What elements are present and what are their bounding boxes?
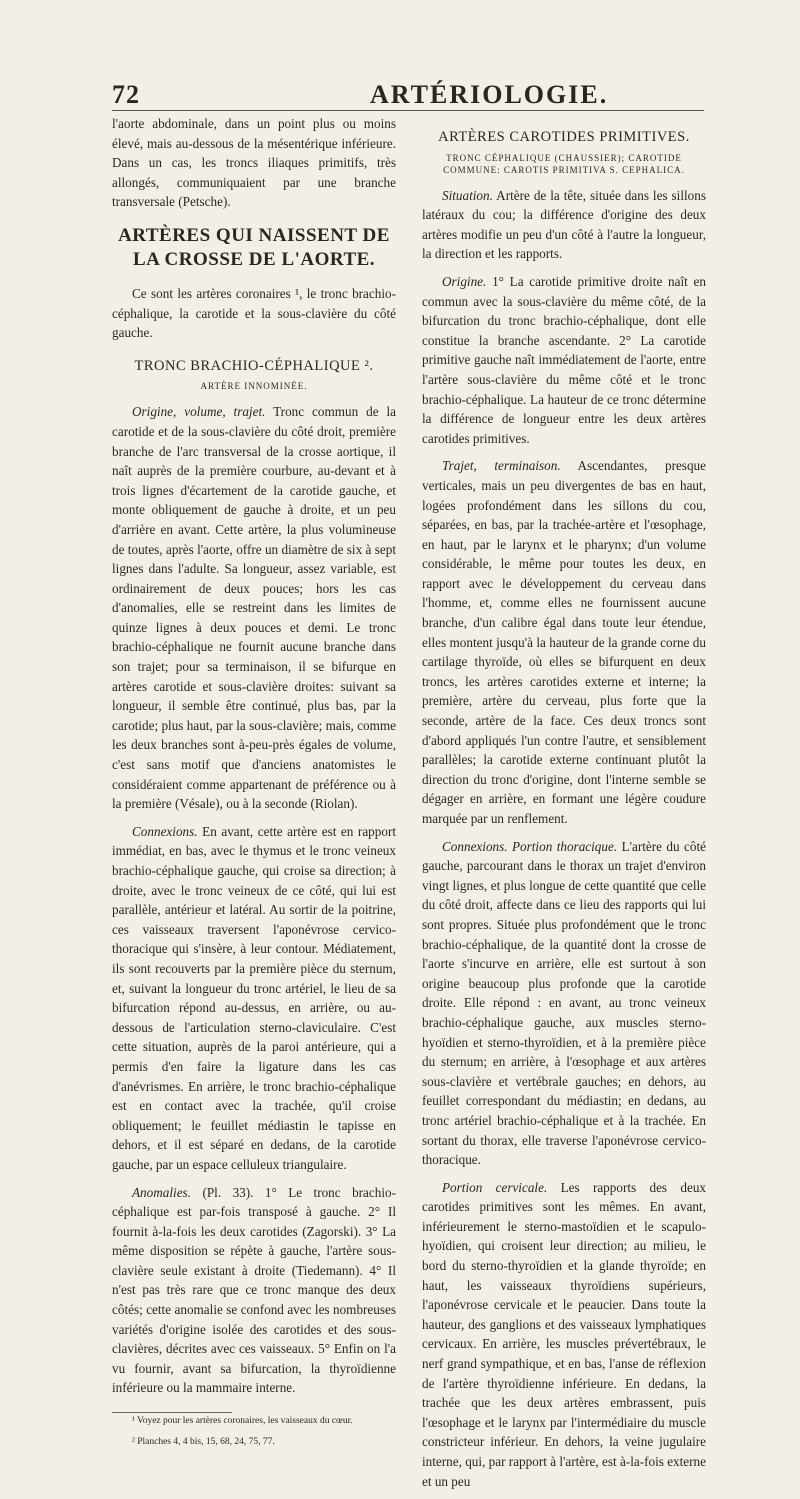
connexions-paragraph <box>112 822 396 1175</box>
connexions-paragraph <box>422 837 706 1170</box>
origine-paragraph <box>422 272 706 448</box>
intro-paragraph: Ce sont les artères coronaires ¹, le tronc brachio-céphalique, la carotide et la sous-clavière du côté gauche. <box>112 285 396 341</box>
cervicale-paragraph <box>422 1178 706 1492</box>
footnote: ¹ Voyez pour les artères coronaires, les vaisseaux du cœur. <box>132 1416 353 1427</box>
situation-label: Situation. <box>442 187 493 203</box>
anomalies-paragraph <box>112 1183 396 1399</box>
section-synonyms: TRONC CÉPHALIQUE (CHAUSSIER); CAROTIDE COMMUNE: CAROTIS PRIMITIVA S. CEPHALICA. <box>443 152 685 175</box>
page-number: 72 <box>112 80 140 109</box>
anomalies-label: Anomalies. <box>132 1184 191 1200</box>
origine-text: 1° La carotide primitive droite naît en commun avec la sous-clavière du même côté, de la bifurcation du tronc brachio-céphalique, dont elle constitue la branche ascendante. 2° La carotide primitive gauche naît immédiatement de l'aorte, entre l'artère sous-clavière du même côté et le tronc brachio-céphalique. La hauteur de ce tronc détermine la différence de longueur entre les deux artères carotides primitives. <box>422 273 706 446</box>
situation-paragraph <box>422 186 706 264</box>
origine-label: Origine. <box>442 273 487 289</box>
right-column <box>422 114 706 1499</box>
section-title: ARTÈRES QUI NAISSENT DE LA CROSSE DE L'AORTE. <box>118 224 390 270</box>
header-rule <box>112 110 704 111</box>
trajet-text: Ascendantes, presque verticales, mais un peu divergentes de bas en haut, logées profondément dans les sillons du cou, séparées, en bas, par la trachée-artère et l'œsophage, en haut, par le larynx et le pharynx; d'un volume considérable, le même pour toutes les deux, en rapport avec le développement du cerveau dans l'homme, et, comme elles ne fournissent aucune branche, d'un calibre égal dans toute leur étendue, elles montent jusqu'à la hauteur de la grande corne du cartilage thyroïde, où elles se bifurquent en deux troncs, les artères carotides externe et interne; la première, artère du cerveau, plus forte que la seconde, artère de la face. Ces deux troncs sont d'abord appliqués l'un contre l'autre, et sensiblement parallèles; la carotide externe continuant plutôt la direction du tronc d'origine, dont l'interne semble se dégager en arrière, en formant une légère coudure marquée par un renflement. <box>422 458 706 826</box>
origin-text: Tronc commun de la carotide et de la sous-clavière du côté droit, première branche de l'arc transversal de la crosse aortique, il naît auprès de la première courbure, au-devant et à trois lignes d'écartement de la carotide gauche, et monte obliquement de gauche à droite, et un peu d'arrière en avant. Cette artère, la plus volumineuse de toutes, après l'aorte, offre un diamètre de six à sept lignes dans l'adulte. Sa longueur, assez variable, est ordinairement de deux pouces; hors les cas d'anomalies, elle se restreint dans les limites de quinze lignes à deux pouces et demi. Le tronc brachio-céphalique ne fournit aucune branche dans son trajet; pour sa terminaison, il se bifurque en artères carotide et sous-clavière droites: suivant sa longueur, il semble être continué, plus bas, par la carotide; plus haut, par la sous-clavière; mais, comme les deux branches sont à-peu-près égales de volume, c'est sans motif que d'anciens anatomistes le considéraient comme appartenant de préférence ou à la première (Vésale), ou à la seconde (Riolan). <box>112 404 396 812</box>
connexions-label: Connexions. Portion thoracique. <box>442 838 618 854</box>
section-title: ARTÈRES CAROTIDES PRIMITIVES. <box>438 129 690 145</box>
origin-paragraph <box>112 402 396 813</box>
continued-paragraph: l'aorte abdominale, dans un point plus ou moins élevé, mais au-dessous de la mésentérique inférieure. Dans un cas, les troncs iliaques primitifs, très allongés, communiquaient par une branche transversale (Petsche). <box>112 116 396 210</box>
running-title: ARTÉRIOLOGIE. <box>370 80 609 109</box>
cervicale-text: Les rapports des deux carotides primitives sont les mêmes. En avant, inférieurement le sterno-mastoïdien et le scapulo-hyoïdien, qui croisent leur direction; au milieu, le bord du sterno-thyroïdien et la glande thyroïde; en haut, les vaisseaux thyroïdiens supérieurs, l'aponévrose cervicale et le peaucier. Dans toute la hauteur, des ganglions et des vaisseaux lymphatiques cervicaux. En arrière, les muscles prévertébraux, le nerf grand sympathique, et en bas, l'anse de réflexion de l'artère thyroïdienne inférieure. En dedans, la trachée que les deux artères embrassent, puis l'œsophage et le larynx par l'intermédiaire du muscle constricteur inférieur. En dehors, la veine jugulaire interne, qui, par rapport à l'artère, est à-la-fois externe et un peu <box>422 1179 707 1489</box>
connexions-text: En avant, cette artère est en rapport immédiat, en bas, avec le thymus et le tronc veineux brachio-céphalique gauche, qui croise sa direction; à droite, avec le tronc veineux de ce côté, qui lui est parallèle, antérieur et latéral. Au sortir de la poitrine, ces vaisseaux traversent l'aponévrose cervico-thoracique qui s'insère, à leur contour. Médiatement, ils sont recouverts par la première pièce du sternum, et, suivant la longueur du tronc artériel, le lieu de sa bifurcation répond au-dessus, en arrière, ou au-dessous de l'articulation sterno-claviculaire. C'est cette situation, auprès de la paroi antérieure, qui a permis d'en faire la ligature dans les cas d'anévrismes. En arrière, le tronc brachio-céphalique est en contact avec la trachée, qu'il croise obliquement; le feuillet médiastin le tapisse en dehors, et il est séparé en dedans, de la carotide gauche, par un espace celluleux triangulaire. <box>112 823 397 1172</box>
connexions-text: L'artère du côté gauche, parcourant dans le thorax un trajet d'environ vingt lignes, et plus longue de cette quantité que celle du côté droit, affecte dans ce lieu des rapports qui lui sont propres. Située plus profondément que le tronc brachio-céphalique, de la quantité dont la crosse de l'aorte s'incurve en arrière, elle est surtout à son origine beaucoup plus profonde que la carotide droite. Elle répond : en avant, au tronc veineux brachio-céphalique gauche, aux muscles sterno-hyoïdien et sterno-thyroïdien, et à la première pièce du sternum; en arrière, à l'œsophage et aux artères sous-clavière et vertébrale gauches; en dehors, au feuillet correspondant du médiastin; en dedans, au tronc artériel brachio-céphalique et à la trachée. En sortant du thorax, elle traverse l'aponévrose cervico-thoracique. <box>422 838 706 1168</box>
footnote-rule <box>112 1412 232 1413</box>
connexions-label: Connexions. <box>132 823 198 839</box>
cervicale-label: Portion cervicale. <box>442 1179 548 1195</box>
anomalies-text: (Pl. 33). 1° Le tronc brachio-céphalique est par-fois transposé à gauche. 2° Il fournit à-la-fois les deux carotides (Zagorski). 3° La même disposition se répète à gauche, l'artère sous-clavière seule existant à droite (Tiedemann). 4° Il n'est pas très rare que ce tronc manque des deux côtés; cette anomalie se confond avec les nombreuses variétés d'origine isolée des carotides et des sous-clavières, décrites avec ces vaisseaux. 5° Enfin on l'a vu fournir, avant sa bifurcation, la thyroïdienne inférieure ou la mammaire interne. <box>112 1184 397 1396</box>
subsection-synonym: ARTÈRE INNOMINÉE. <box>200 381 308 392</box>
footnote: ² Planches 4, 4 bis, 15, 68, 24, 75, 77. <box>132 1437 275 1448</box>
trajet-label: Trajet, terminaison. <box>442 458 561 474</box>
situation-text: Artère de la tête, située dans les sillons latéraux du cou; la différence d'origine des deux artères modifie un peu d'un côté à l'autre la longueur, la direction et les rapports. <box>422 187 706 262</box>
origin-label: Origine, volume, trajet. <box>132 404 266 420</box>
left-column <box>112 114 396 1457</box>
subsection-title: TRONC BRACHIO-CÉPHALIQUE ². <box>134 357 374 374</box>
trajet-paragraph <box>422 456 706 828</box>
